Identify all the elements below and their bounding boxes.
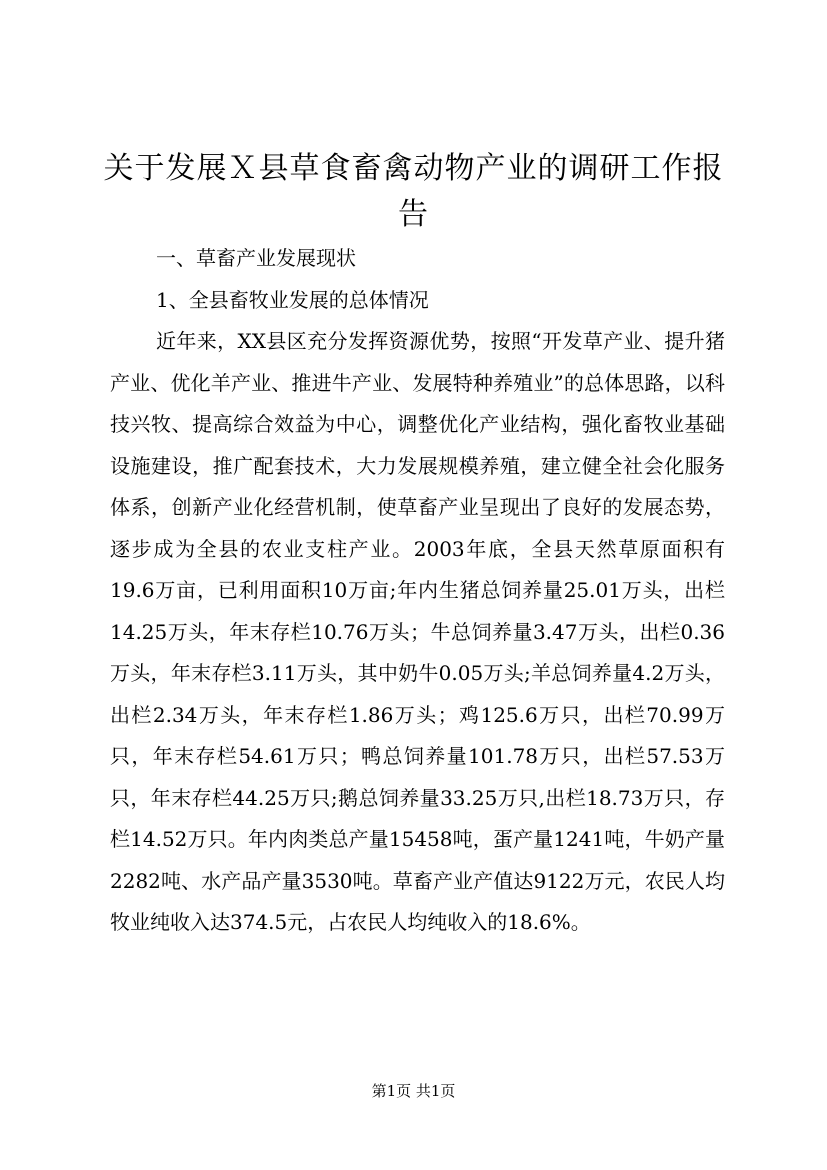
page-footer: 第1页 共1页 (371, 1082, 456, 1100)
section-heading: 一、草畜产业发展现状 (156, 246, 356, 270)
body-paragraph: 近年来，XX县区充分发挥资源优势，按照“开发草产业、提升猪产业、优化羊产业、推进牛产业、发展特种养殖业”的总体思路，以科技兴牧、提高综合效益为中心，调整优化产业结构，强化畜牧业基础设施建设，推广配套技术，大力发展规模养殖，建立健全社会化服务体系，创新产业化经营机制，使草畜产业呈现出了良好的发展态势，逐步成为全县的农业支柱产业。2003年底，全县天然草原面积有19.6万亩，已利用面积10万亩;年内生猪总饲养量25.01万头，出栏14.25万头，年末存栏10.76万头；牛总饲养量3.47万头，出栏0.36万头，年末存栏3.11万头，其中奶牛0.05万头;羊总饲养量4.2万头，出栏2.34万头，年末存栏1.86万头；鸡125.6万只，出栏70.99万只，年末存栏54.61万只；鸭总饲养量101.78万只，出栏57.53万只，年末存栏44.25万只;鹅总饲养量33.25万只,出栏18.73万只，存栏14.52万只。年内肉类总产量15458吨，蛋产量1241吨，牛奶产量2282吨、水产品产量3530吨。草畜产业产值达9122万元，农民人均牧业纯收入达374.5元，占农民人均纯收入的18.6%。 (110, 329, 725, 934)
document-body (110, 238, 725, 944)
subsection-heading: 1、全县畜牧业发展的总体情况 (156, 287, 429, 312)
document-title: 关于发展Ｘ县草食畜禽动物产业的调研工作报告 (103, 151, 724, 232)
